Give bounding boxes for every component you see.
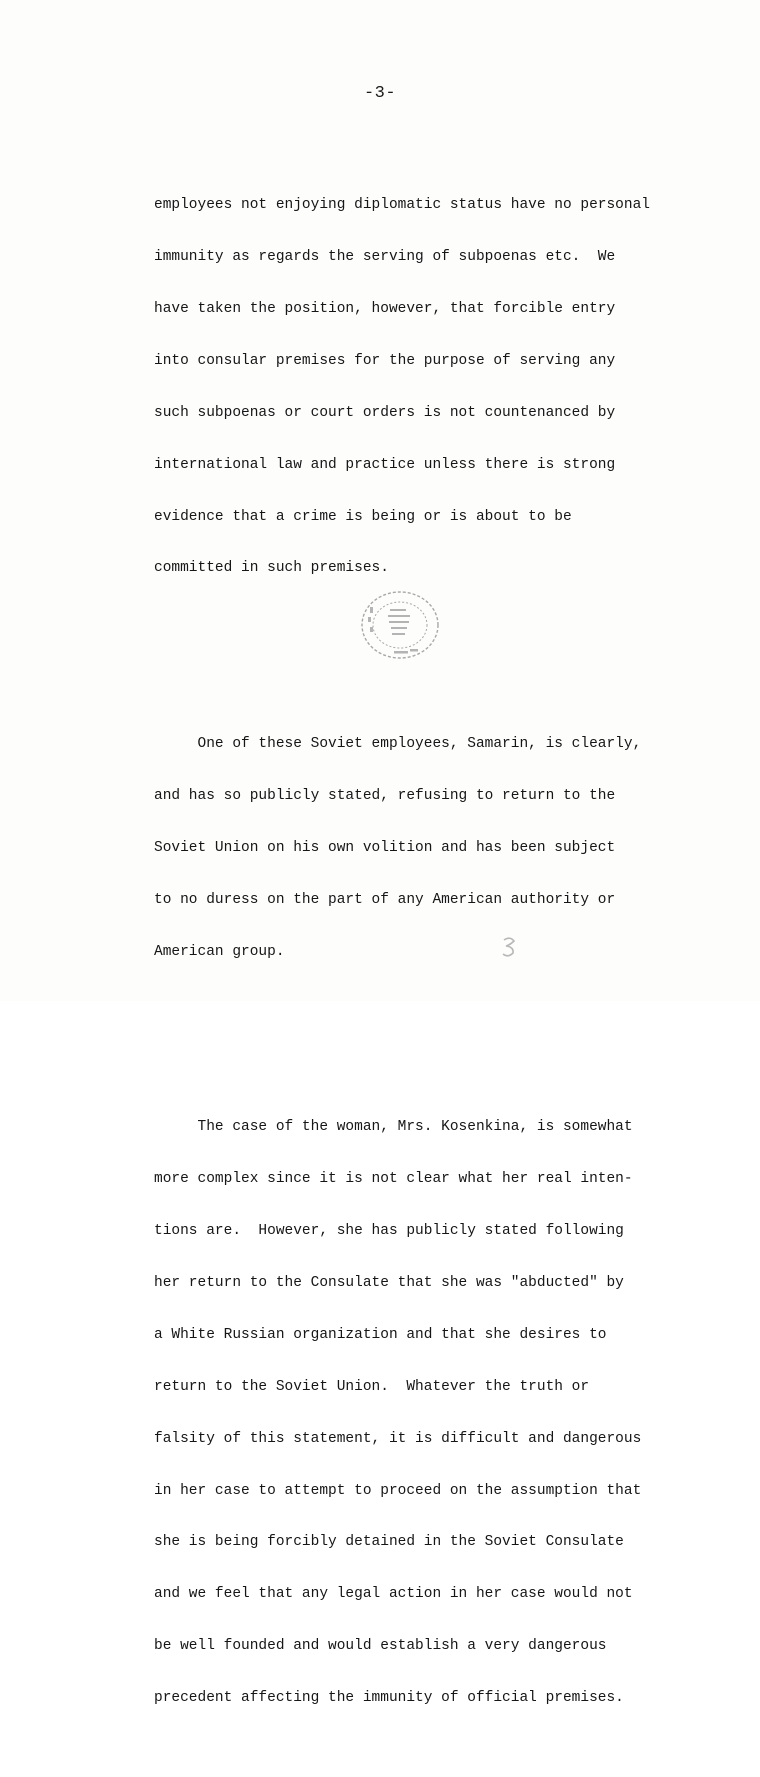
text-line: tions are. However, she has publicly stated following [154, 1223, 624, 1240]
text-line: return to the Soviet Union. Whatever the truth or [154, 1378, 590, 1395]
text-line: into consular premises for the purpose of serving any [154, 352, 616, 369]
paragraph-2 [154, 702, 714, 996]
text-line: have taken the position, however, that forcible entry [154, 300, 616, 317]
text-line: evidence that a crime is being or is about to be [154, 508, 572, 525]
text-line: international law and practice unless there is strong [154, 456, 616, 473]
text-line: more complex since it is not clear what her real inten- [154, 1171, 633, 1188]
text-line: and has so publicly stated, refusing to return to the [154, 787, 616, 804]
text-line: such subpoenas or court orders is not countenanced by [154, 404, 616, 421]
text-line: One of these Soviet employees, Samarin, is clearly, [154, 736, 642, 753]
text-line: precedent affecting the immunity of official premises. [154, 1690, 624, 1707]
text-line: falsity of this statement, it is difficult and dangerous [154, 1430, 642, 1447]
text-line: immunity as regards the serving of subpoenas etc. We [154, 249, 616, 266]
text-line: a White Russian organization and that she desires to [154, 1326, 607, 1343]
text-line: committed in such premises. [154, 560, 389, 577]
paragraph-1 [154, 163, 714, 613]
text-line: The case of the woman, Mrs. Kosenkina, is somewhat [154, 1119, 633, 1136]
page-number: -3- [363, 84, 397, 103]
page-mark-icon [496, 934, 526, 960]
document-body [154, 128, 714, 1777]
text-line: be well founded and would establish a very dangerous [154, 1638, 607, 1655]
text-line: and we feel that any legal action in her case would not [154, 1586, 633, 1603]
text-line: her return to the Consulate that she was "abducted" by [154, 1275, 624, 1291]
text-line: she is being forcibly detained in the Soviet Consulate [154, 1534, 624, 1551]
text-line: in her case to attempt to proceed on the assumption that [154, 1482, 642, 1499]
text-line: to no duress on the part of any American authority or [154, 891, 616, 908]
text-line: Soviet Union on his own volition and has been subject [154, 839, 616, 856]
archive-stamp-icon [356, 587, 444, 663]
paragraph-3 [154, 1085, 714, 1742]
text-line: employees not enjoying diplomatic status have no personal [154, 197, 650, 214]
paragraph-gap [154, 1030, 714, 1050]
text-line: American group. [154, 943, 285, 960]
